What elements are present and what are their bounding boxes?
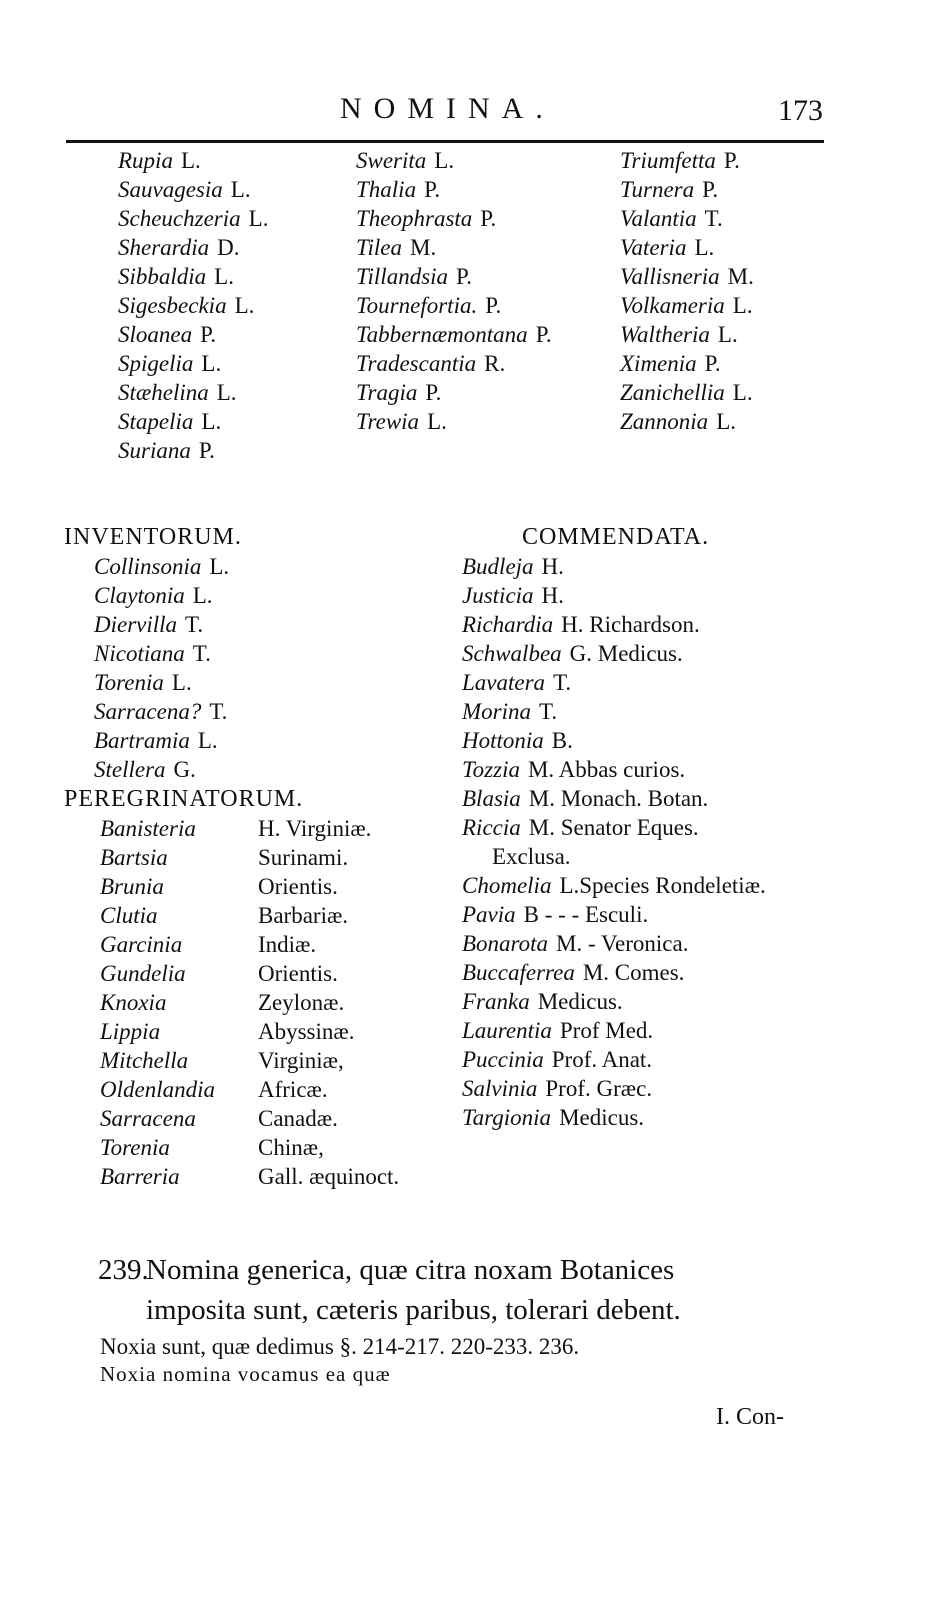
peregrinatorum-entry [100,1075,399,1104]
genus-attribution: T. [185,612,204,637]
exclusa-entry [462,958,766,987]
genus-attribution: Prof. Græc. [545,1076,653,1101]
genus-entry [356,204,552,233]
genus-attribution: L. [248,206,269,231]
genus-name: Schwalbea [462,641,562,666]
peregrinatorum-list [100,814,399,1191]
peregrinatorum-entry [100,930,399,959]
genus-attribution: B - - - Esculi. [523,902,649,927]
genus-attribution: T. [209,699,228,724]
genus-attribution: Prof. Anat. [551,1047,653,1072]
peregrinatorum-entry [100,988,399,1017]
genus-attribution: L. [209,554,230,579]
left-lists [64,522,399,1191]
commendata-entry [462,668,766,697]
genus-name: Chomelia [462,873,552,898]
genus-name: Torenia [100,1135,170,1160]
peregrinatorum-entry [100,1046,399,1075]
genus-name: Pavia [462,902,516,927]
genus-name: Volkameria [620,293,725,318]
genus-name: Vallisneria [620,264,720,289]
genus-attribution: T. [539,699,558,724]
commendata-entry [462,784,766,813]
genus-attribution: T. [192,641,211,666]
exclusa-entry [462,900,766,929]
genus-attribution: Gall. æquinoct. [258,1164,400,1189]
genus-attribution: P. [425,380,442,405]
genus-name: Oldenlandia [100,1077,215,1102]
genus-name: Tragia [356,380,418,405]
note-line-1: Noxia sunt, quæ dedimus §. 214-217. 220-233. 236. [100,1334,580,1359]
genus-name: Tournefortia. [356,293,478,318]
inventorum-entry [94,697,399,726]
genus-attribution: L. [694,235,715,260]
genus-name: Tillandsia [356,264,449,289]
genus-entry [118,349,268,378]
genus-entry [620,204,754,233]
commendata-entry [462,639,766,668]
genus-attribution: P. [200,322,217,347]
genus-name: Stapelia [118,409,194,434]
genus-name: Franka [462,989,530,1014]
genus-name: Hottonia [462,728,544,753]
genus-attribution: P. [198,438,215,463]
genus-name: Trewia [356,409,420,434]
genus-attribution: P. [456,264,473,289]
genus-attribution: Orientis. [258,961,338,986]
running-head [0,92,930,132]
genus-entry [118,175,268,204]
genus-name: Collinsonia [94,554,202,579]
genus-entry [620,233,754,262]
genus-name: Salvinia [462,1076,538,1101]
commendata-entry [462,813,766,842]
peregrinatorum-entry [100,1017,399,1046]
genus-attribution: M. Comes. [582,960,685,985]
genus-attribution: P. [704,351,721,376]
genus-attribution: M. Monach. Botan. [528,786,709,811]
genus-attribution: P. [702,177,719,202]
genus-attribution: M. - Veronica. [556,931,689,956]
genus-name: Buccaferrea [462,960,575,985]
peregrinatorum-heading: PEREGRINATORUM. [64,786,304,812]
genus-name: Turnera [620,177,695,202]
genus-attribution: L. [201,351,222,376]
genus-name: Tozzia [462,757,520,782]
genus-attribution: L. [192,583,213,608]
genus-entry [620,175,754,204]
genus-name: Claytonia [94,583,185,608]
genus-attribution: Africæ. [258,1077,328,1102]
exclusa-entry [462,1045,766,1074]
genus-name: Sibbaldia [118,264,207,289]
genus-entry [118,233,268,262]
genus-attribution: Prof Med. [559,1018,654,1043]
genus-attribution: L. [427,409,447,434]
inventorum-entry [94,755,399,784]
aphorism-line-2: imposita sunt, cæteris paribus, tolerari debent. [146,1294,681,1326]
genus-entry [118,407,268,436]
genus-entry [356,291,552,320]
genus-attribution: P. [480,206,497,231]
genus-entry [118,262,268,291]
commendata-entry [462,755,766,784]
genus-name: Triumfetta [620,148,716,173]
genus-name: Tabbernæmontana [356,322,528,347]
genus-attribution: L. [434,148,455,173]
peregrinatorum-entry [100,814,399,843]
genus-entry [620,349,754,378]
genus-attribution: M. Abbas curios. [527,757,686,782]
commendata-entry [462,581,766,610]
genus-name: Brunia [100,874,164,899]
genus-name: Sigesbeckia [118,293,227,318]
exclusa-entry [462,929,766,958]
peregrinatorum-entry [100,959,399,988]
genus-name: Lippia [100,1019,161,1044]
genus-attribution: Medicus. [559,1105,645,1130]
genus-attribution: H. [541,554,564,579]
genus-attribution: B. [551,728,573,753]
genus-name: Lavatera [462,670,546,695]
peregrinatorum-entry [100,843,399,872]
genus-name: Stæhelina [118,380,209,405]
genus-name: Richardia [462,612,554,637]
genus-name: Sarracena? [94,699,202,724]
inventorum-entry [94,726,399,755]
aphorism-line-1: Nomina generica, quæ citra noxam Botanices [146,1254,675,1286]
genus-name: Rupia [118,148,173,173]
genus-name: Puccinia [462,1047,544,1072]
genus-name: Theophrasta [356,206,473,231]
genus-attribution: Virginiæ, [258,1048,344,1073]
page-number: 173 [778,94,823,127]
genus-attribution: P. [535,322,552,347]
genus-attribution: Canadæ. [258,1106,338,1131]
genus-name: Thalia [356,177,417,202]
genus-entry [356,320,552,349]
genus-attribution: T. [704,206,723,231]
peregrinatorum-entry [100,901,399,930]
genus-attribution: L. [180,148,201,173]
genus-attribution: Orientis. [258,874,338,899]
genus-entry [620,146,754,175]
exclusa-entry [462,1074,766,1103]
genus-entry [118,436,268,465]
genus-attribution: L. [717,322,738,347]
genus-entry [118,320,268,349]
genus-attribution: L. [216,380,237,405]
genus-name: Nicotiana [94,641,185,666]
exclusa-entry [462,1016,766,1045]
genus-name: Sauvagesia [118,177,223,202]
inventorum-entry [94,668,399,697]
inventorum-list [94,552,399,784]
genera-column-3 [620,146,754,436]
genus-attribution: Indiæ. [258,932,317,957]
genus-name: Scheuchzeria [118,206,241,231]
genus-name: Barreria [100,1164,180,1189]
genus-attribution: L. [716,409,736,434]
genus-name: Riccia [462,815,521,840]
genus-attribution: L. [197,728,218,753]
genus-attribution: L. [171,670,192,695]
genus-name: Valantia [620,206,697,231]
genus-attribution: Medicus. [537,989,623,1014]
genus-name: Garcinia [100,932,183,957]
genus-attribution: D. [217,235,240,260]
genus-name: Swerita [356,148,427,173]
commendata-list [462,552,766,842]
inventorum-entry [94,639,399,668]
genus-attribution: L. [230,177,251,202]
genus-entry [620,262,754,291]
genus-attribution: Surinami. [258,845,349,870]
genus-name: Knoxia [100,990,167,1015]
genus-entry [620,320,754,349]
genus-name: Sherardia [118,235,210,260]
genus-name: Budleja [462,554,534,579]
genus-name: Zanichellia [620,380,725,405]
genus-entry [356,378,552,407]
genus-name: Tilea [356,235,403,260]
genus-name: Zannonia [620,409,709,434]
genera-column-1 [118,146,268,465]
aphorism-number: 239. [98,1254,149,1286]
genus-attribution: T. [553,670,572,695]
genus-attribution: Barbariæ. [258,903,349,928]
genus-attribution: L. [234,293,255,318]
genus-name: Morina [462,699,531,724]
genus-attribution: P. [485,293,502,318]
genus-attribution: H. Richardson. [561,612,700,637]
exclusa-list [462,871,766,1132]
genus-name: Targionia [462,1105,552,1130]
genus-entry [620,291,754,320]
genus-entry [118,204,268,233]
genus-attribution: H. [541,583,564,608]
genus-attribution: L. [201,409,222,434]
header-rule [66,140,824,143]
genus-entry [356,262,552,291]
genus-name: Stellera [94,757,166,782]
note-line-2: Noxia nomina vocamus ea quæ [100,1362,391,1386]
genus-entry [356,349,552,378]
genus-name: Gundelia [100,961,186,986]
commendata-entry [462,610,766,639]
genus-name: Tradescantia [356,351,477,376]
genus-name: Mitchella [100,1048,189,1073]
exclusa-entry [462,871,766,900]
genus-entry [620,407,754,436]
exclusa-heading: Exclusa. [492,844,571,869]
genus-name: Spigelia [118,351,194,376]
page-title: NOMINA. [340,92,555,125]
genus-name: Blasia [462,786,521,811]
genus-name: Justicia [462,583,534,608]
genus-entry [356,146,552,175]
genus-attribution: M. Senator Eques. [528,815,699,840]
genus-name: Laurentia [462,1018,552,1043]
genus-name: Diervilla [94,612,178,637]
peregrinatorum-entry [100,1133,399,1162]
commendata-heading: COMMENDATA. [522,524,710,550]
genus-entry [118,378,268,407]
genus-entry [118,146,268,175]
genus-name: Clutia [100,903,158,928]
right-lists [462,522,766,1132]
genus-name: Sloanea [118,322,193,347]
genus-name: Banisteria [100,816,196,841]
inventorum-heading: INVENTORUM. [64,524,242,550]
genus-entry [118,291,268,320]
genus-name: Suriana [118,438,191,463]
genus-attribution: L.Species Rondeletiæ. [559,873,766,898]
inventorum-entry [94,552,399,581]
genus-name: Bartramia [94,728,190,753]
exclusa-entry [462,1103,766,1132]
genus-entry [356,407,552,436]
catchword: I. Con- [716,1404,784,1430]
genus-entry [620,378,754,407]
genus-attribution: G. Medicus. [569,641,683,666]
genus-name: Ximenia [620,351,697,376]
genus-attribution: R. [484,351,506,376]
commendata-entry [462,726,766,755]
genus-attribution: Chinæ, [258,1135,324,1160]
genus-attribution: Zeylonæ. [258,990,345,1015]
commendata-entry [462,552,766,581]
genus-attribution: P. [723,148,740,173]
inventorum-entry [94,610,399,639]
genera-column-2 [356,146,552,436]
peregrinatorum-entry [100,1104,399,1133]
peregrinatorum-entry [100,1162,399,1191]
genus-name: Waltheria [620,322,710,347]
genus-attribution: L. [214,264,234,289]
genus-attribution: M. [410,235,437,260]
genus-attribution: M. [727,264,754,289]
genus-attribution: L. [732,380,753,405]
genus-entry [356,233,552,262]
genus-attribution: G. [173,757,196,782]
exclusa-entry [462,987,766,1016]
aphorism-239 [98,1250,858,1330]
genus-name: Vateria [620,235,687,260]
genus-attribution: P. [424,177,441,202]
inventorum-entry [94,581,399,610]
commendata-entry [462,697,766,726]
genus-name: Bartsia [100,845,168,870]
genus-name: Sarracena [100,1106,196,1131]
genus-attribution: Abyssinæ. [258,1019,355,1044]
peregrinatorum-entry [100,872,399,901]
genus-attribution: L. [732,293,753,318]
genus-entry [356,175,552,204]
genus-name: Bonarota [462,931,549,956]
genus-attribution: H. Virginiæ. [258,816,372,841]
genus-name: Torenia [94,670,164,695]
